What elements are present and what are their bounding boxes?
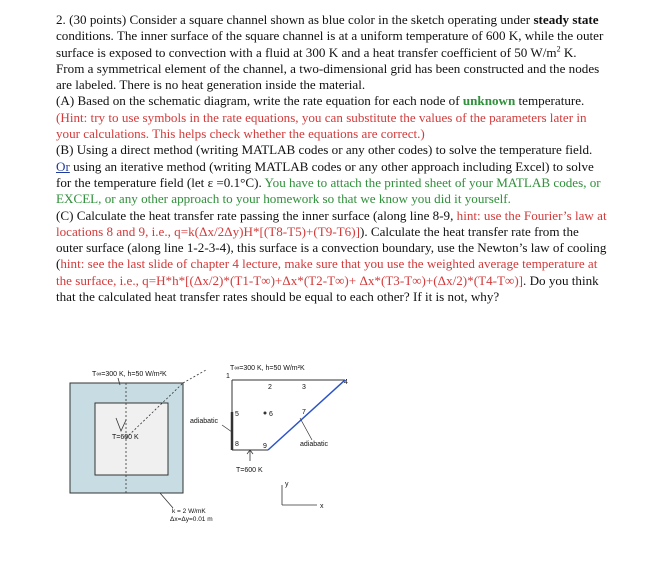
adiabatic-right-leader <box>300 418 312 440</box>
node-1: 1 <box>226 373 230 380</box>
y-axis-label: y <box>285 481 289 488</box>
node-5: 5 <box>235 411 239 418</box>
part-c-text-1: (C) Calculate the heat transfer rate passing the inner surface (along line 8-9, <box>56 207 457 223</box>
adiabatic-right-label: adiabatic <box>300 441 329 448</box>
node-3: 3 <box>302 384 306 391</box>
right-conv-label: T∞=300 K, h=50 W/m²K <box>230 365 305 372</box>
part-b-text-2: using an iterative method (writing MATLAB codes or any other approach including Excel) to solve for the temperature field (let ε =0.1°C). <box>56 158 594 190</box>
part-c-text-3: . Do you think that the calculated heat transfer rates should be equal to each other? If it is not, why? <box>56 272 599 305</box>
node-6-marker <box>264 412 267 415</box>
part-a-text: (A) Based on the schematic diagram, write the rate equation for each node of <box>56 93 463 109</box>
steady-state-term: steady state <box>533 12 599 27</box>
left-conv-label: T∞=300 K, h=50 W/m²K <box>92 371 167 378</box>
hint-b: You have to attach the printed sheet of your MATLAB codes, or EXCEL, or any other approach to your homework so that we know you did it yourself. <box>56 174 601 207</box>
node-2: 2 <box>268 384 272 391</box>
intro-text-2: K. From a symmetrical element of the channel, a two-dimensional grid has been constructed and the nodes are labeled. There is no heat generation inside the material. <box>56 44 600 93</box>
leader-dashed <box>183 370 206 383</box>
hint-a: (Hint: try to use symbols in the rate equations, you can substitute the values of the parameters later in your calculations. This helps check whether the equations are correct.) <box>56 109 587 142</box>
intro-superscript: 2 <box>556 44 561 54</box>
node-8: 8 <box>235 441 239 448</box>
k-label: k = 2 W/mK <box>172 508 206 515</box>
node-9: 9 <box>263 443 267 450</box>
inner-temp-label: T=600 K <box>112 434 139 441</box>
dx-label: Δx=Δy=0.01 m <box>170 516 213 523</box>
unknown-term: unknown <box>462 93 516 109</box>
node-4: 4 <box>344 379 348 386</box>
x-axis-label: x <box>320 503 324 510</box>
problem-header: 2. (30 points) Consider a square channel shown as blue color in the sketch operating under <box>56 12 531 27</box>
node-6: 6 <box>269 411 273 418</box>
part-a-end: temperature. <box>515 93 585 109</box>
or-term: Or <box>56 158 70 174</box>
part-c-text-2: ). Calculate the heat transfer rate from the outer surface (along line 1-2-3-4), this surface is a convection boundary, use the Newton’s law of cooling ( <box>56 223 607 272</box>
grid-diagonal-edge <box>268 380 345 450</box>
adiabatic-left-leader <box>222 425 232 432</box>
node-7: 7 <box>302 409 306 416</box>
intro-text-1: conditions. The inner surface of the square channel is at a uniform temperature of 600 K, while the outer surface is exposed to convection with a fluid at 300 K and a heat transfer coefficient of 50 W/m <box>56 28 604 60</box>
adiabatic-left-label: adiabatic <box>190 418 219 425</box>
grid-temp-label: T=600 K <box>236 467 263 474</box>
hint-c2: hint: see the last slide of chapter 4 lecture, make sure that you use the weighted average temperature at the surface, i.e., q=H*h*[(Δx/2)*(T1-T∞)+Δx*(T2-T∞)+ Δx*(T3-T∞)+(Δx/2)*(T4-T∞)] <box>56 256 598 288</box>
hint-c1: hint: use the Fourier’s law at locations 8 and 9, i.e., q=k(Δx/2Δy)H*[(T8-T5)+(T9-T6)] <box>56 207 607 239</box>
part-b-text-1: (B) Using a direct method (writing MATLAB codes or any other codes) to solve the temperature field. <box>56 142 593 158</box>
leader-k-label <box>160 493 173 508</box>
